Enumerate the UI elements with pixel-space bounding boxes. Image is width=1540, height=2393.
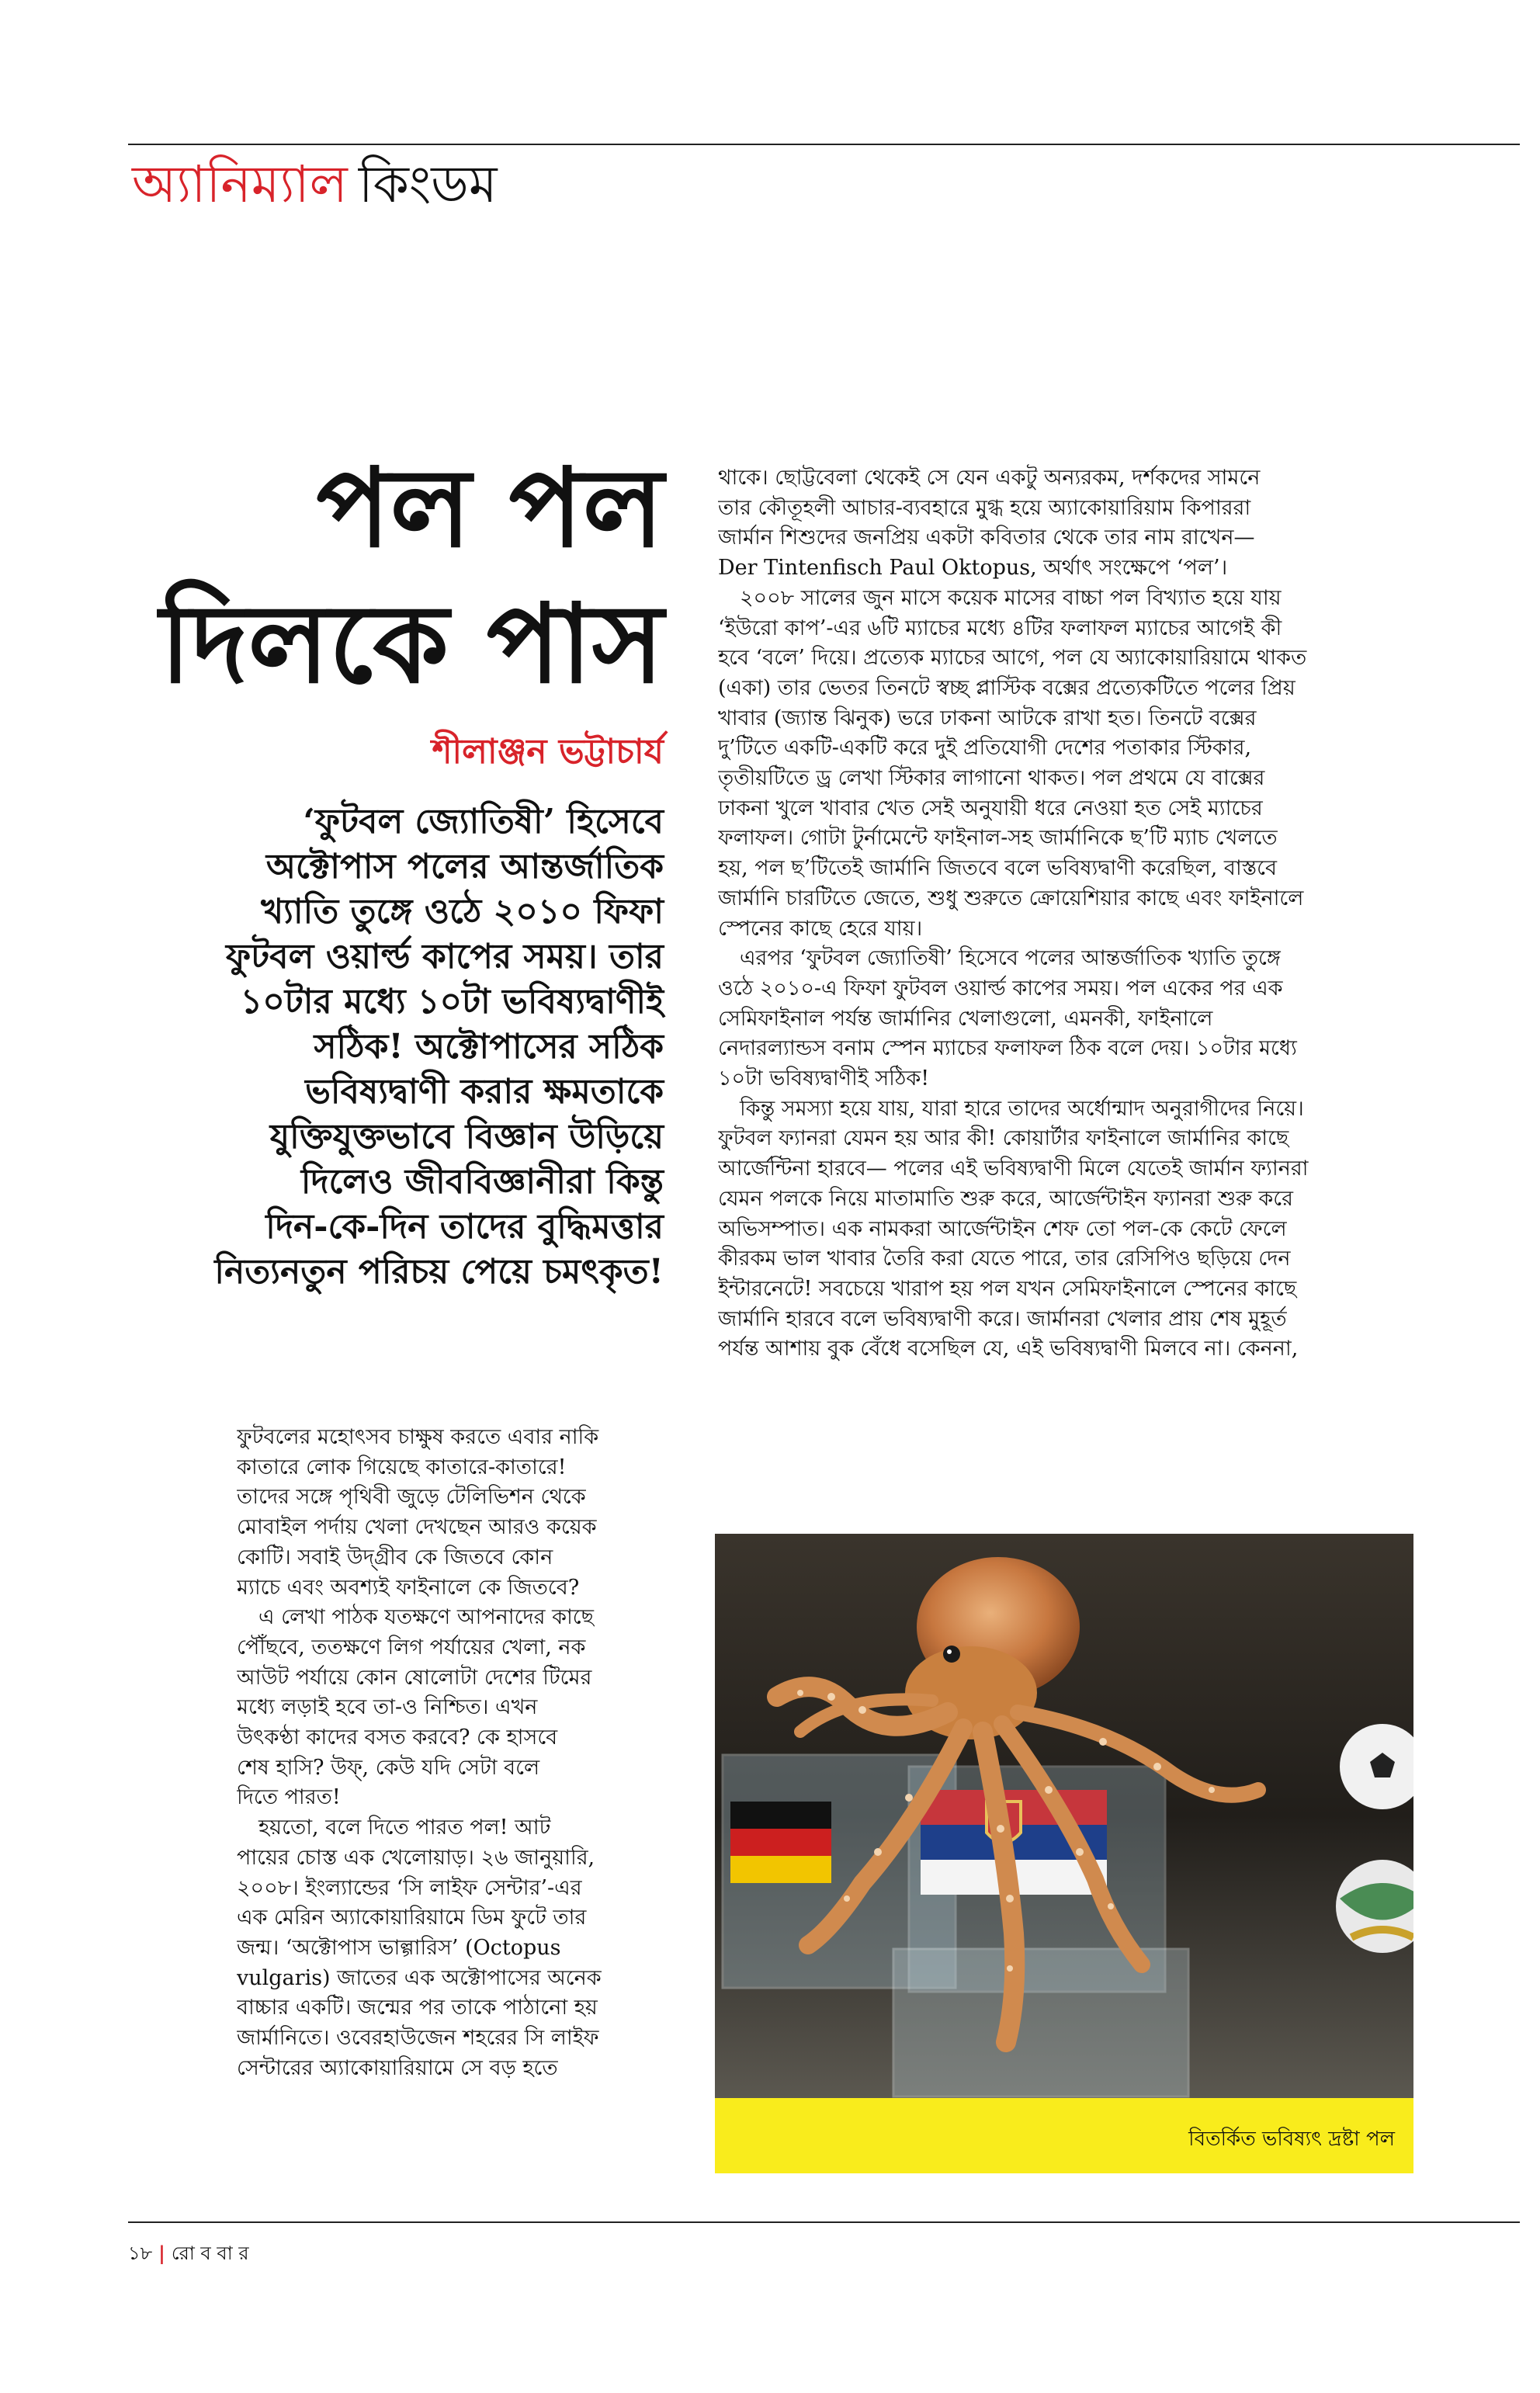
body-line: হবে ‘বলে’ দিয়ে। প্রত্যেক ম্যাচের আগে, পল যে অ্যাকোয়ারিয়ামে থাকত bbox=[718, 646, 1307, 671]
germany-flag bbox=[730, 1802, 831, 1829]
body-column-right bbox=[718, 463, 1521, 1365]
body-line: বাচ্চার একটি। জন্মের পর তাকে পাঠানো হয় bbox=[237, 1996, 598, 2020]
body-line: স্পেনের কাছে হেরে যায়। bbox=[718, 916, 923, 941]
body-line: দু’টিতে একটি-একটি করে দুই প্রতিযোগী দেশের পতাকার স্টিকার, bbox=[718, 736, 1252, 761]
body-line: সেন্টারের অ্যাকোয়ারিয়ামে সে বড় হতে bbox=[237, 2055, 558, 2080]
body-line: পর্যন্ত আশায় বুক বেঁধে বসেছিল যে, এই ভবিষ্যদ্বাণী মিলবে না। কেননা, bbox=[718, 1337, 1299, 1361]
body-line: এ লেখা পাঠক যতক্ষণে আপনাদের কাছে bbox=[258, 1605, 595, 1630]
body-line: ইন্টারনেটে! সবচেয়ে খারাপ হয় পল যখন সেমিফাইনালে স্পেনের কাছে bbox=[718, 1276, 1297, 1301]
intro-standfirst bbox=[132, 799, 664, 1295]
body-line: হয়, পল ছ’টিতেই জার্মানি জিতবে বলে ভবিষ্যদ্বাণী করেছিল, বাস্তবে bbox=[718, 856, 1278, 881]
intro-line: নিত্যনতুন পরিচয় পেয়ে চমৎকৃত! bbox=[214, 1252, 664, 1292]
intro-line: ফুটবল ওয়ার্ল্ড কাপের সময়। তার bbox=[226, 937, 664, 976]
body-line: থাকে। ছোট্টবেলা থেকেই সে যেন একটু অন্যরকম, দর্শকদের সামনে bbox=[718, 466, 1261, 490]
intro-line: খ্যাতি তুঙ্গে ওঠে ২০১০ ফিফা bbox=[261, 892, 664, 931]
intro-line: যুক্তিযুক্তভাবে বিজ্ঞান উড়িয়ে bbox=[269, 1117, 664, 1157]
body-line: এরপর ‘ফুটবল জ্যোতিষী’ হিসেবে পলের আন্তর্জাতিক খ্যাতি তুঙ্গে bbox=[740, 946, 1281, 971]
body-line: দিতে পারত! bbox=[237, 1785, 341, 1810]
photo-caption: বিতর্কিত ভবিষ্যৎ দ্রষ্টা পল bbox=[1188, 2128, 1395, 2151]
body-line: পৌঁছবে, ততক্ষণে লিগ পর্যায়ের খেলা, নক bbox=[237, 1635, 586, 1659]
intro-line: সঠিক! অক্টোপাসের সঠিক bbox=[314, 1027, 664, 1066]
body-line: তৃতীয়টিতে ড্র লেখা স্টিকার লাগানো থাকত। পল প্রথমে যে বাক্সের bbox=[718, 766, 1265, 791]
byline: শীলাঞ্জন ভট্টাচার্য bbox=[432, 732, 664, 772]
octopus-photo bbox=[715, 1534, 1413, 2098]
body-line: জার্মান শিশুদের জনপ্রিয় একটা কবিতার থেকে তার নাম রাখেন— bbox=[718, 525, 1255, 550]
body-line: ২০০৮ সালের জুন মাসে কয়েক মাসের বাচ্চা পল বিখ্যাত হয়ে যায় bbox=[740, 585, 1282, 610]
section-title-red: অ্যানিম্যাল bbox=[132, 154, 348, 214]
top-rule bbox=[128, 144, 1520, 145]
body-line: উৎকণ্ঠা কাদের বসত করবে? কে হাসবে bbox=[237, 1725, 558, 1750]
body-line: ওঠে ২০১০-এ ফিফা ফুটবল ওয়ার্ল্ড কাপের সময়। পল একের পর এক bbox=[718, 976, 1283, 1001]
page-footer bbox=[128, 2239, 249, 2270]
body-line: ঢাকনা খুলে খাবার খেত সেই অনুযায়ী ধরে নেওয়া হত সেই ম্যাচের bbox=[718, 796, 1263, 820]
headline bbox=[132, 441, 664, 713]
body-line: আর্জেন্টিনা হারবে— পলের এই ভবিষ্যদ্বাণী মিলে যেতেই জার্মান ফ্যানরা bbox=[718, 1157, 1309, 1181]
body-column-left bbox=[237, 1423, 668, 2083]
photo-caption-band bbox=[715, 2098, 1413, 2173]
body-line: মধ্যে লড়াই হবে তা-ও নিশ্চিত। এখন bbox=[237, 1695, 538, 1720]
body-line: তাদের সঙ্গে পৃথিবী জুড়ে টেলিভিশন থেকে bbox=[237, 1485, 586, 1510]
section-title bbox=[132, 154, 498, 214]
body-line: ম্যাচে এবং অবশ্যই ফাইনালে কে জিতবে? bbox=[237, 1575, 580, 1600]
body-line: যেমন পলকে নিয়ে মাতামাতি শুরু করে, আর্জেন্টাইন ফ্যানরা শুরু করে bbox=[718, 1186, 1293, 1211]
headline-line-1: পল পল bbox=[316, 445, 664, 572]
body-line: পায়ের চোস্ত এক খেলোয়াড়। ২৬ জানুয়ারি, bbox=[237, 1845, 595, 1870]
body-line: জার্মানি হারবে বলে ভবিষ্যদ্বাণী করে। জার্মানরা খেলার প্রায় শেষ মুহূর্ত bbox=[718, 1306, 1287, 1331]
intro-line: অক্টোপাস পলের আন্তর্জাতিক bbox=[265, 847, 664, 886]
intro-line: দিলেও জীববিজ্ঞানীরা কিন্তু bbox=[300, 1162, 664, 1202]
body-line: মোবাইল পর্দায় খেলা দেখছেন আরও কয়েক bbox=[237, 1515, 597, 1540]
intro-line: ‘ফুটবল জ্যোতিষী’ হিসেবে bbox=[303, 802, 664, 841]
body-line: কীরকম ভাল খাবার তৈরি করা যেতে পারে, তার রেসিপিও ছড়িয়ে দেন bbox=[718, 1247, 1291, 1271]
body-line: হয়তো, বলে দিতে পারত পল! আট bbox=[258, 1816, 551, 1840]
section-title-black: কিংডম bbox=[358, 154, 498, 214]
body-line: ফুটবল ফ্যানরা যেমন হয় আর কী! কোয়ার্টার ফাইনালে জার্মানির কাছে bbox=[718, 1126, 1289, 1151]
body-line: অভিসম্পাত। এক নামকরা আর্জেন্টাইন শেফ তো পল-কে কেটে ফেলে bbox=[718, 1216, 1287, 1241]
magazine-name: রো ব বা র bbox=[171, 2242, 249, 2264]
body-line: তার কৌতূহলী আচার-ব্যবহারে মুগ্ধ হয়ে অ্যাকোয়ারিয়াম কিপাররা bbox=[718, 495, 1251, 520]
body-line: কোটি। সবাই উদ্গ্রীব কে জিতবে কোন bbox=[237, 1545, 553, 1569]
body-line: নেদারল্যান্ডস বনাম স্পেন ম্যাচের ফলাফল ঠিক বলে দেয়। ১০টার মধ্যে bbox=[718, 1036, 1297, 1061]
body-line: ‘ইউরো কাপ’-এর ৬টি ম্যাচের মধ্যে ৪টির ফলাফল ম্যাচের আগেই কী bbox=[718, 616, 1282, 640]
intro-line: ভবিষ্যদ্বাণী করার ক্ষমতাকে bbox=[305, 1072, 664, 1112]
body-line: (একা) তার ভেতর তিনটে স্বচ্ছ প্লাস্টিক বক্সের প্রত্যেকটিতে পলের প্রিয় bbox=[718, 675, 1295, 700]
intro-line: দিন-কে-দিন তাদের বুদ্ধিমত্তার bbox=[265, 1207, 664, 1247]
body-line: খাবার (জ্যান্ত ঝিনুক) ভরে ঢাকনা আটকে রাখা হত। তিনটে বক্সের bbox=[718, 706, 1257, 730]
body-line: শেষ হাসি? উফ্, কেউ যদি সেটা বলে bbox=[237, 1755, 540, 1780]
octopus-illustration bbox=[715, 1534, 1413, 2098]
page-number: ১৮ bbox=[128, 2242, 153, 2264]
footer-separator: | bbox=[158, 2242, 165, 2264]
body-line: জার্মানি চারটিতে জেতে, শুধু শুরুতে ক্রোয়েশিয়ার কাছে এবং ফাইনালে bbox=[718, 886, 1304, 910]
body-line: আউট পর্যায়ে কোন ষোলোটা দেশের টিমের bbox=[237, 1665, 592, 1690]
bottom-rule bbox=[128, 2221, 1520, 2223]
body-line: কাতারে লোক গিয়েছে কাতারে-কাতারে! bbox=[237, 1455, 567, 1479]
body-line: ফলাফল। গোটা টুর্নামেন্টে ফাইনাল-সহ জার্মানিকে ছ’টি ম্যাচ খেলতে bbox=[718, 826, 1278, 851]
body-line: ১০টা ভবিষ্যদ্বাণীই সঠিক! bbox=[718, 1066, 930, 1091]
body-line: সেমিফাইনাল পর্যন্ত জার্মানির খেলাগুলো, এমনকী, ফাইনালে bbox=[718, 1006, 1213, 1031]
body-line: ২০০৮। ইংল্যান্ডের ‘সি লাইফ সেন্টার’-এর bbox=[237, 1875, 582, 1900]
body-line: এক মেরিন অ্যাকোয়ারিয়ামে ডিম ফুটে তার bbox=[237, 1906, 587, 1930]
body-line: ফুটবলের মহোৎসব চাক্ষুষ করতে এবার নাকি bbox=[237, 1425, 599, 1449]
body-line: কিন্তু সমস্যা হয়ে যায়, যারা হারে তাদের অর্ধোন্মাদ অনুরাগীদের নিয়ে। bbox=[740, 1096, 1304, 1121]
body-line: জার্মানিতে। ওবেরহাউজেন শহরের সি লাইফ bbox=[237, 2026, 599, 2051]
headline-line-2: দিলকে পাস bbox=[160, 581, 664, 708]
body-line: vulgaris) জাতের এক অক্টোপাসের অনেক bbox=[237, 1965, 602, 1990]
body-line: জন্ম। ‘অক্টোপাস ভাল্গারিস’ (Octopus bbox=[237, 1935, 561, 1960]
intro-line: ১০টার মধ্যে ১০টা ভবিষ্যদ্বাণীই bbox=[240, 982, 664, 1021]
body-line: Der Tintenfisch Paul Oktopus, অর্থাৎ সংক্ষেপে ‘পল’। bbox=[718, 556, 1228, 581]
